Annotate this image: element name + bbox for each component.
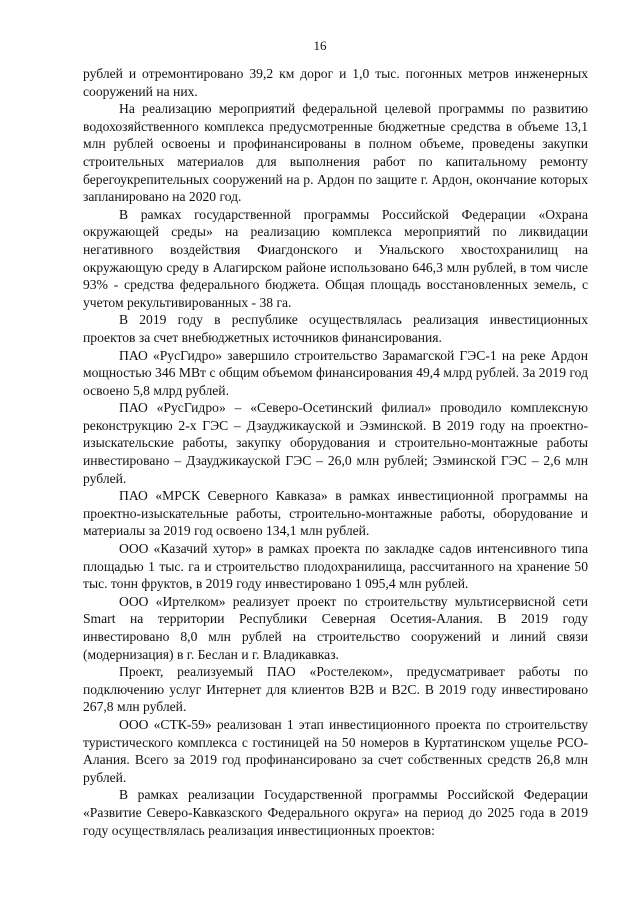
paragraph-rostelecom: Проект, реализуемый ПАО «Ростелеком», предусматривает работы по подключению услуг Интернет для клиентов B2B и B2C. В 2019 году инвестировано 267,8 млн рублей. (83, 664, 588, 715)
paragraph-water-program: На реализацию мероприятий федеральной целевой программы по развитию водохозяйственного комплекса предусмотренные бюджетные средства в объеме 13,1 млн рублей освоены и профинансированы в полном объеме, проведены закупки строительных материалов для выполнения работ по капитальному ремонту берегоукрепительных сооружений на р. Ардон по защите г. Ардон, окончание которых запланировано на 2020 год. (83, 101, 588, 205)
paragraph-skfo-program: В рамках реализации Государственной программы Российской Федерации «Развитие Северо-Кавказского Федерального округа» на период до 2025 года в 2019 году осуществлялась реализация инвестиционных проектов: (83, 787, 588, 838)
paragraph-stk59: ООО «СТК-59» реализован 1 этап инвестиционного проекта по строительству туристического комплекса с гостиницей на 50 номеров в Куртатинском ущелье РСО-Алания. Всего за 2019 год профинансировано за счет собственных средств 26,8 млн рублей. (83, 716, 588, 785)
paragraph-rushydro-zaramag: ПАО «РусГидро» завершило строительство Зарамагской ГЭС-1 на реке Ардон мощностью 346 МВт с общим объемом финансирования 49,4 млрд рублей. За 2019 год освоено 5,8 млрд рублей. (83, 347, 588, 398)
paragraph-continuation: рублей и отремонтировано 39,2 км дорог и 1,0 тыс. погонных метров инженерных сооружений на них. (83, 66, 588, 99)
paragraph-rushydro-branch: ПАО «РусГидро» – «Северо-Осетинский филиал» проводило комплексную реконструкцию 2-х ГЭС – Дзауджикауской и Эзминской. В 2019 году на проектно-изыскательские работы, закупку оборудования и строительно-монтажные работы инвестировано – Дзауджикауской ГЭС – 26,0 млн рублей; Эзминской ГЭС – 2,6 млн рублей. (83, 400, 588, 486)
paragraph-investment-intro: В 2019 году в республике осуществлялась реализация инвестиционных проектов за счет внебюджетных источников финансирования. (83, 312, 588, 345)
page-body (83, 65, 588, 839)
page-number: 16 (313, 38, 327, 53)
paragraph-environment-program: В рамках государственной программы Российской Федерации «Охрана окружающей среды» на реализацию комплекса мероприятий по ликвидации негативного воздействия Фиагдонского и Унальского хвостохранилищ на окружающую среду в Алагирском районе использовано 646,3 млн рублей, в том числе 93% - средства федерального бюджета. Общая площадь восстановленных земель, с учетом рекультивированных - 38 га. (83, 206, 588, 310)
paragraph-irtelkom: ООО «Иртелком» реализует проект по строительству мультисервисной сети Smart на территории Республики Северная Осетия-Алания. В 2019 году инвестировано 8,0 млн рублей на строительство сооружений и линий связи (модернизация) в г. Беслан и г. Владикавказ. (83, 593, 588, 662)
paragraph-mrsk: ПАО «МРСК Северного Кавказа» в рамках инвестиционной программы на проектно-изыскательные работы, строительно-монтажные работы, оборудование и материалы за 2019 год освоено 134,1 млн рублей. (83, 488, 588, 539)
paragraph-kazachiy-khutor: ООО «Казачий хутор» в рамках проекта по закладке садов интенсивного типа площадью 1 тыс. га и строительство плодохранилища, рассчитанного на хранение 50 тыс. тонн фруктов, в 2019 году инвестировано 1 095,4 млн рублей. (83, 541, 588, 592)
